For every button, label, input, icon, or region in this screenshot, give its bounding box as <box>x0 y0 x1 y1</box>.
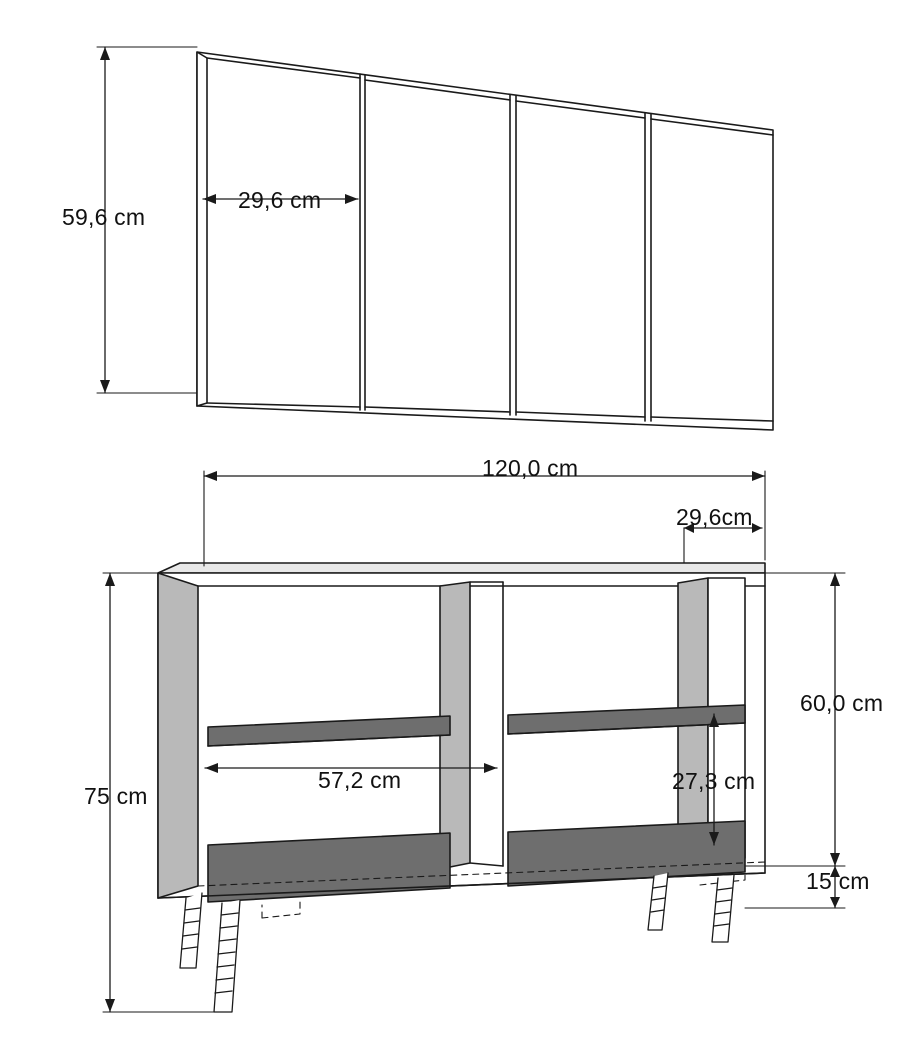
dim-label-total-height: 75 cm <box>84 783 148 809</box>
dim-label-total-width: 120,0 cm <box>482 455 579 481</box>
upper-cabinet-body <box>197 52 773 430</box>
dim-label-leg-height: 15 cm <box>806 868 870 894</box>
dim-label-body-height: 60,0 cm <box>800 690 884 716</box>
dim-label-inner-shelf-width: 57,2 cm <box>318 767 402 793</box>
lower-sideboard-body <box>158 563 765 918</box>
dim-label-depth: 29,6cm <box>676 504 753 530</box>
dim-label-cabinet-height: 59,6 cm <box>62 204 146 230</box>
dim-label-door-width: 29,6 cm <box>238 187 322 213</box>
dim-label-compartment-height: 27,3 cm <box>672 768 756 794</box>
